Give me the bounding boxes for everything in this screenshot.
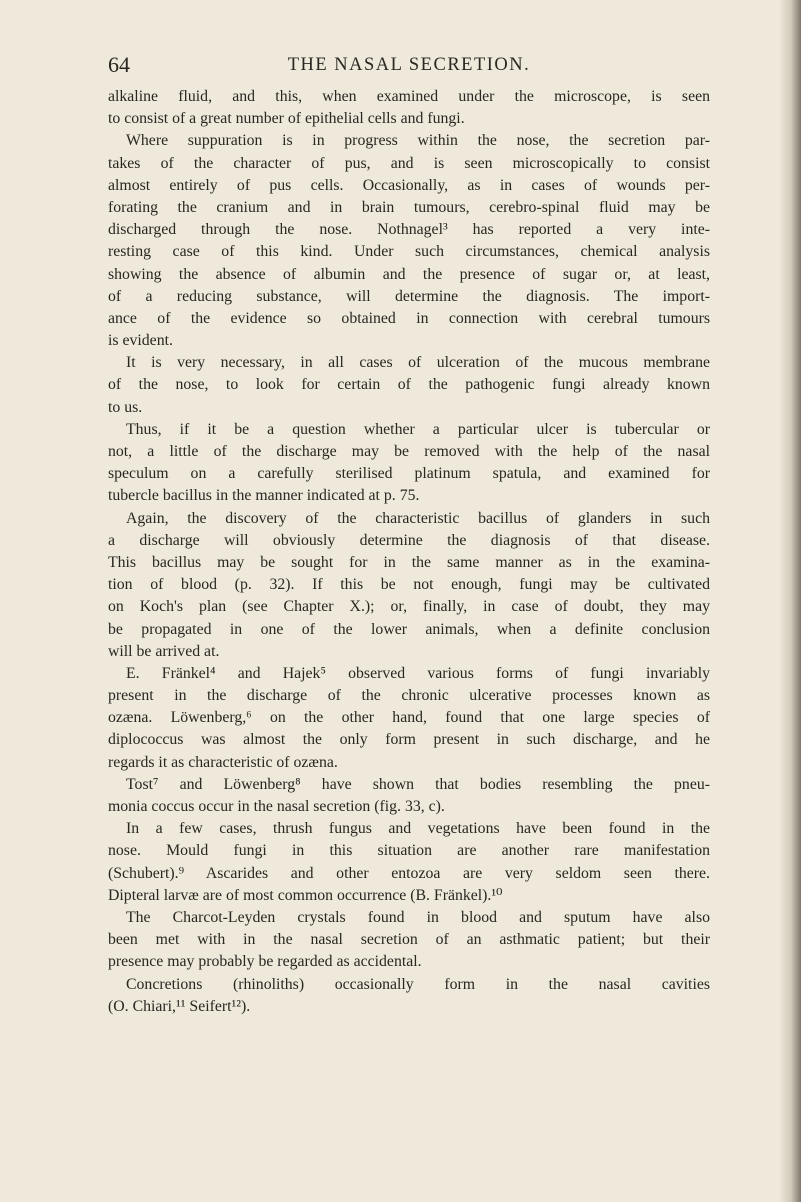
text-line: In a few cases, thrush fungus and vegetations have been found in the (126, 820, 710, 838)
text-line: to consist of a great number of epithelial cells and fungi. (108, 110, 465, 128)
text-line: a discharge will obviously determine the diagnosis of that disease. (108, 531, 710, 549)
running-head: THE NASAL SECRETION. (287, 55, 531, 75)
text-line: of the nose, to look for certain of the pathogenic fungi already known (108, 376, 710, 394)
text-line: ance of the evidence so obtained in connection with cerebral tumours (108, 309, 710, 327)
text-line: speculum on a carefully sterilised platinum spatula, and examined for (108, 465, 710, 483)
text-line: will be arrived at. (108, 642, 220, 660)
text-line: Again, the discovery of the characteristic bacillus of glanders in such (126, 509, 710, 527)
text-line: Tost⁷ and Löwenberg⁸ have shown that bodies resembling the pneu- (126, 775, 710, 793)
text-line: Thus, if it be a question whether a particular ulcer is tubercular or (126, 420, 710, 438)
text-line: be propagated in one of the lower animals, when a definite conclusion (108, 620, 710, 638)
text-line: (O. Chiari,¹¹ Seifert¹²). (108, 997, 251, 1015)
text-line: Concretions (rhinoliths) occasionally form in the nasal cavities (126, 975, 710, 993)
page-edge-shadow (779, 0, 801, 1202)
text-line: takes of the character of pus, and is seen microscopically to consist (108, 154, 710, 172)
text-line: on Koch's plan (see Chapter X.); or, finally, in case of doubt, they may (108, 598, 710, 616)
page-number: 64 (108, 52, 130, 77)
text-line: resting case of this kind. Under such circumstances, chemical analysis (108, 243, 710, 261)
body-text (108, 86, 710, 1018)
text-line: It is very necessary, in all cases of ulceration of the mucous membrane (126, 354, 710, 372)
text-line: regards it as characteristic of ozæna. (108, 753, 338, 771)
text-line: discharged through the nose. Nothnagel³ has reported a very inte- (108, 221, 710, 239)
text-line: of a reducing substance, will determine the diagnosis. The import- (108, 287, 710, 305)
text-line: tubercle bacillus in the manner indicated at p. 75. (108, 487, 420, 505)
text-line: presence may probably be regarded as accidental. (108, 953, 422, 971)
text-line: monia coccus occur in the nasal secretion (fig. 33, c). (108, 798, 445, 815)
text-line: (Schubert).⁹ Ascarides and other entozoa are very seldom seen there. (108, 864, 710, 882)
text-line: present in the discharge of the chronic ulcerative processes known as (108, 687, 710, 705)
text-line: showing the absence of albumin and the presence of sugar or, at least, (108, 265, 710, 283)
text-line: forating the cranium and in brain tumours, cerebro-spinal fluid may be (108, 198, 710, 216)
page-header (108, 50, 710, 80)
text-line: tion of blood (p. 32). If this be not enough, fungi may be cultivated (108, 576, 710, 594)
text-line: nose. Mould fungi in this situation are another rare manifestation (108, 842, 710, 860)
text-line: This bacillus may be sought for in the same manner as in the examina- (108, 553, 710, 571)
text-line: almost entirely of pus cells. Occasionally, as in cases of wounds per- (108, 176, 710, 194)
text-line: alkaline fluid, and this, when examined under the microscope, is seen (108, 88, 710, 105)
text-line: to us. (108, 398, 143, 416)
text-line: Dipteral larvæ are of most common occurrence (B. Fränkel).¹⁰ (108, 886, 503, 904)
text-line: Where suppuration is in progress within the nose, the secretion par- (126, 132, 710, 150)
text-line: ozæna. Löwenberg,⁶ on the other hand, found that one large species of (108, 709, 710, 727)
text-line: diplococcus was almost the only form present in such discharge, and he (108, 731, 710, 749)
text-line: E. Fränkel⁴ and Hajek⁵ observed various forms of fungi invariably (126, 664, 710, 682)
text-line: been met with in the nasal secretion of an asthmatic patient; but their (108, 931, 710, 949)
text-line: The Charcot-Leyden crystals found in blood and sputum have also (126, 908, 710, 926)
text-line: not, a little of the discharge may be removed with the help of the nasal (108, 443, 710, 460)
text-line: is evident. (108, 332, 173, 350)
